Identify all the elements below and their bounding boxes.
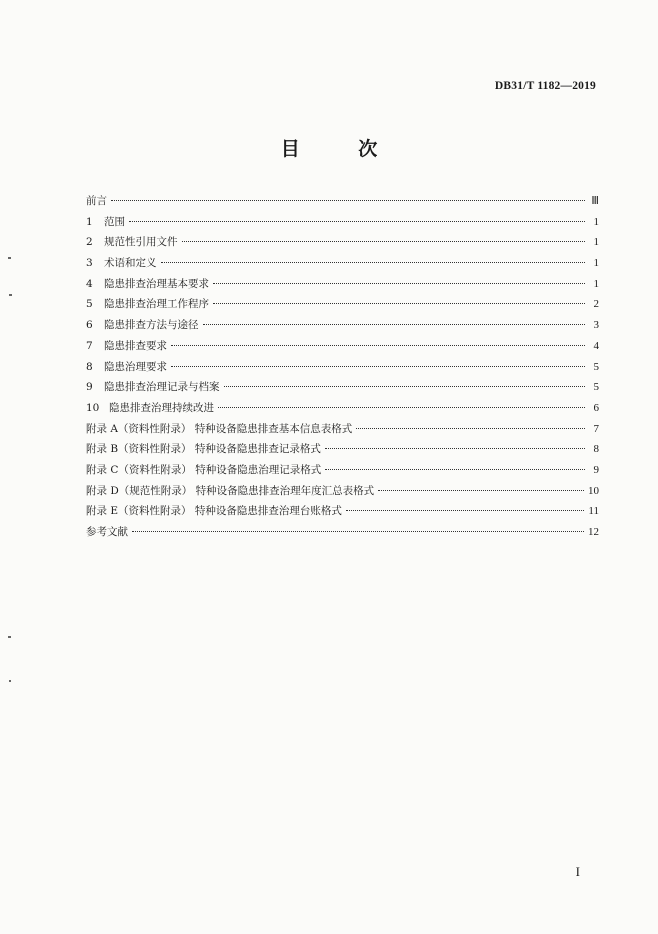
toc-entry-label: 附录 D（规范性附录） 特种设备隐患排查治理年度汇总表格式 <box>86 484 375 497</box>
table-of-contents <box>86 191 599 543</box>
toc-entry-label: 参考文献 <box>86 526 128 538</box>
toc-entry-label: 隐患排查要求 <box>104 339 167 352</box>
toc-entry-number: 6 <box>86 319 93 332</box>
toc-entry-page: 5 <box>593 381 599 394</box>
page-title: 目 次 <box>280 138 404 160</box>
toc-entry <box>86 274 599 295</box>
dot-leader <box>346 509 585 511</box>
toc-entry-label: 附录 B（资料性附录） 特种设备隐患排查记录格式 <box>86 443 321 456</box>
toc-entry-number: 5 <box>86 298 93 311</box>
toc-entry-page: 8 <box>593 443 599 456</box>
toc-entry <box>86 336 599 357</box>
scan-mark <box>8 636 11 638</box>
toc-entry-label: 隐患排查治理基本要求 <box>104 277 209 290</box>
dot-leader <box>218 406 585 408</box>
toc-entry <box>86 419 599 440</box>
dot-leader <box>203 323 586 325</box>
toc-entry <box>86 481 599 502</box>
dot-leader <box>182 240 586 242</box>
toc-entry-number: 2 <box>86 236 93 249</box>
toc-entry <box>86 315 599 336</box>
toc-entry <box>86 357 599 378</box>
toc-entry-page: 1 <box>593 236 599 249</box>
toc-entry-label: 隐患排查治理工作程序 <box>104 298 209 311</box>
toc-entry-label: 范围 <box>104 215 125 228</box>
toc-entry-label: 术语和定义 <box>104 257 157 270</box>
toc-entry <box>86 501 599 522</box>
dot-leader <box>171 344 585 346</box>
toc-entry-label: 隐患排查治理记录与档案 <box>104 381 220 394</box>
toc-entry-page: 10 <box>588 484 599 497</box>
toc-entry-label: 附录 E（资料性附录） 特种设备隐患排查治理台账格式 <box>86 505 342 518</box>
toc-entry <box>86 398 599 419</box>
toc-entry-page: 6 <box>593 401 599 414</box>
toc-entry-number: 1 <box>86 215 93 228</box>
toc-entry-page: 2 <box>593 298 599 311</box>
dot-leader <box>171 365 585 367</box>
page-number: I <box>575 864 580 879</box>
scan-mark <box>9 294 12 296</box>
toc-entry-label: 隐患治理要求 <box>104 360 167 373</box>
toc-entry-page: 1 <box>593 277 599 290</box>
toc-entry-label: 隐患排查治理持续改进 <box>109 401 214 414</box>
toc-entry <box>86 377 599 398</box>
toc-entry-number: 8 <box>86 360 93 373</box>
toc-entry-number: 4 <box>86 277 93 290</box>
toc-entry-page: 4 <box>593 339 599 352</box>
toc-entry-page: 11 <box>588 505 599 518</box>
toc-entry-label: 附录 C（资料性附录） 特种设备隐患治理记录格式 <box>86 463 322 476</box>
toc-entry-page: 7 <box>593 422 599 435</box>
dot-leader <box>129 220 585 222</box>
toc-entry-label: 隐患排查方法与途径 <box>104 319 199 332</box>
dot-leader <box>213 302 585 304</box>
toc-entry-number: 9 <box>86 381 93 394</box>
toc-entry <box>86 522 599 543</box>
dot-leader <box>356 427 585 429</box>
toc-entry-number: 7 <box>86 339 93 352</box>
toc-entry-page: 5 <box>593 360 599 373</box>
toc-entry-label: 规范性引用文件 <box>104 236 178 249</box>
toc-entry <box>86 294 599 315</box>
toc-entry <box>86 191 599 212</box>
toc-entry <box>86 232 599 253</box>
toc-entry-page: Ⅲ <box>591 195 599 207</box>
toc-entry-page: 9 <box>593 463 599 476</box>
toc-entry-page: 12 <box>588 526 599 538</box>
toc-entry-page: 1 <box>593 257 599 270</box>
dot-leader <box>213 282 585 284</box>
toc-entry-label: 附录 A（资料性附录） 特种设备隐患排查基本信息表格式 <box>86 422 353 435</box>
toc-entry <box>86 439 599 460</box>
scan-mark <box>8 257 11 259</box>
toc-entry <box>86 253 599 274</box>
toc-entry-page: 3 <box>593 319 599 332</box>
toc-entry <box>86 460 599 481</box>
dot-leader <box>132 530 584 532</box>
toc-entry-label: 前言 <box>86 195 107 207</box>
dot-leader <box>378 489 584 491</box>
dot-leader <box>224 385 586 387</box>
toc-entry-page: 1 <box>593 215 599 228</box>
toc-entry-number: 3 <box>86 257 93 270</box>
document-code: DB31/T 1182—2019 <box>494 80 596 92</box>
toc-entry <box>86 212 599 233</box>
dot-leader <box>325 447 585 449</box>
scan-mark <box>9 680 11 682</box>
dot-leader <box>111 199 585 201</box>
dot-leader <box>325 468 585 470</box>
dot-leader <box>161 261 586 263</box>
toc-entry-number: 10 <box>86 401 100 414</box>
